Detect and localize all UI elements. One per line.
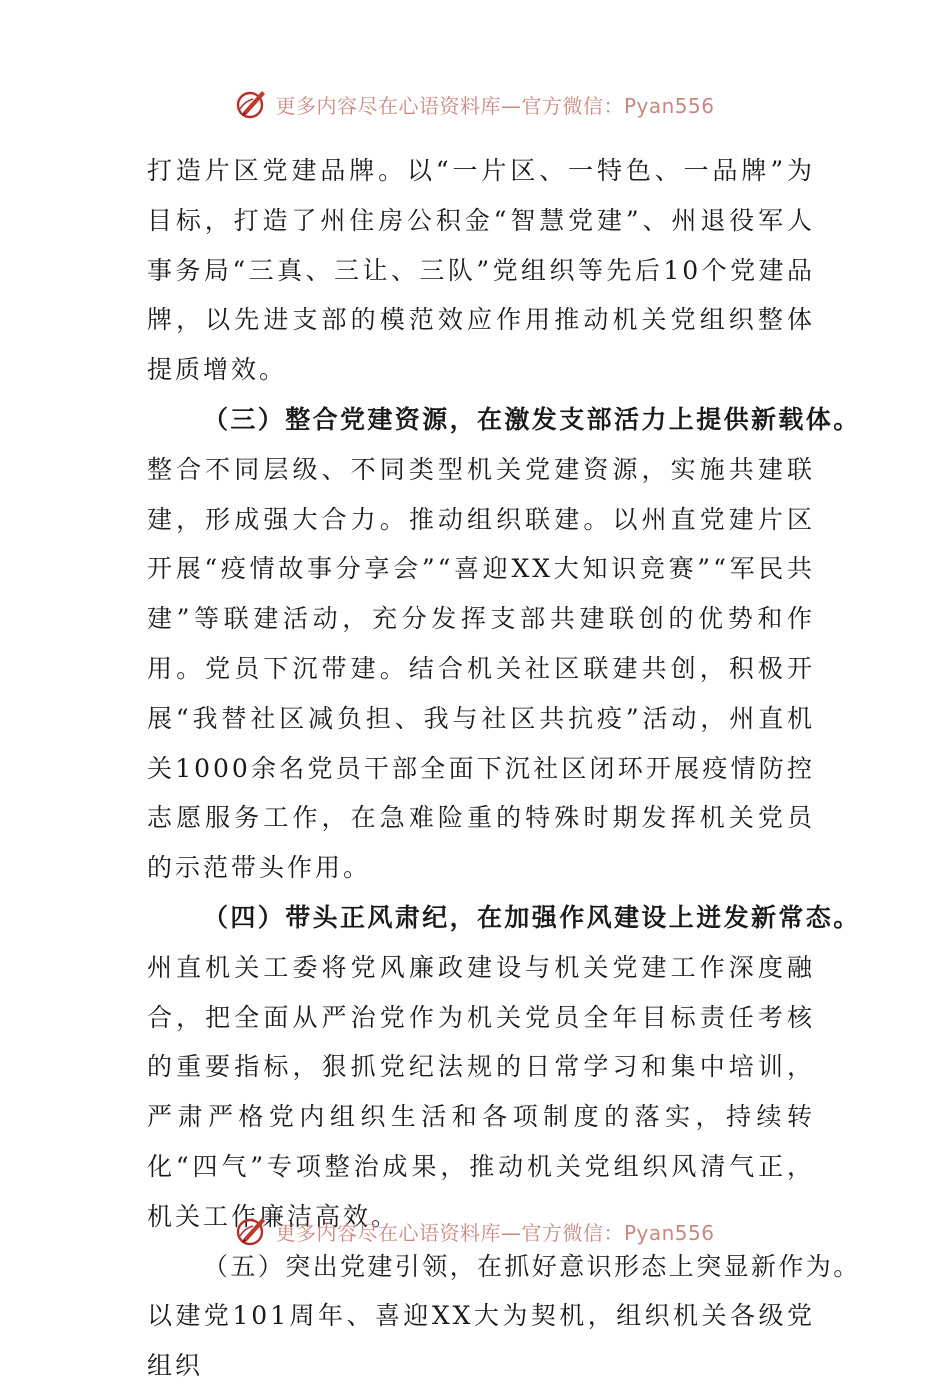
section-heading-4-text: （四）带头正风肃纪，在加强作风建设上迸发新常态。 [203, 902, 861, 932]
paragraph-1: 打造片区党建品牌。以“一片区、一特色、一品牌”为目标，打造了州住房公积金“智慧党建”、州退役军人事务局“三真、三让、三队”党组织等先后10个党建品牌，以先进支部的模范效应作用推动机关党组织整体提质增效。 [147, 156, 815, 385]
section-heading-5-text: （五）突出党建引领，在抓好意识形态上突显新作为。 [203, 1251, 861, 1281]
section-heading-3 [147, 395, 861, 445]
header-banner-text: 更多内容尽在心语资料库—官方微信：Pyan556 [275, 93, 715, 118]
section-heading-4 [147, 893, 861, 943]
section-heading-3-text: （三）整合党建资源，在激发支部活力上提供新载体。 [203, 404, 861, 434]
pen-logo-icon [235, 1214, 269, 1248]
paragraph-5: 以建党101周年、喜迎XX大为契机，组织机关各级党组织 [147, 1301, 815, 1381]
document-body [147, 146, 861, 1391]
paragraph-4: 州直机关工委将党风廉政建设与机关党建工作深度融合，把全面从严治党作为机关党员全年目标责任考核的重要指标，狠抓党纪法规的日常学习和集中培训，严肃严格党内组织生活和各项制度的落实，持续转化“四气”专项整治成果，推动机关党组织风清气正，机关工作廉洁高效。 [147, 952, 815, 1231]
footer-banner [0, 1211, 950, 1251]
paragraph-3: 整合不同层级、不同类型机关党建资源，实施共建联建，形成强大合力。推动组织联建。以州直党建片区开展“疫情故事分享会”“喜迎XX大知识竞赛”“军民共建”等联建活动，充分发挥支部共建联创的优势和作用。党员下沉带建。结合机关社区联建共创，积极开展“我替社区减负担、我与社区共抗疫”活动，州直机关1000余名党员干部全面下沉社区闭环开展疫情防控志愿服务工作，在急难险重的特殊时期发挥机关党员的示范带头作用。 [147, 454, 815, 883]
header-banner [0, 84, 950, 124]
pen-logo-icon [235, 87, 269, 121]
footer-banner-text: 更多内容尽在心语资料库—官方微信：Pyan556 [275, 1220, 715, 1245]
